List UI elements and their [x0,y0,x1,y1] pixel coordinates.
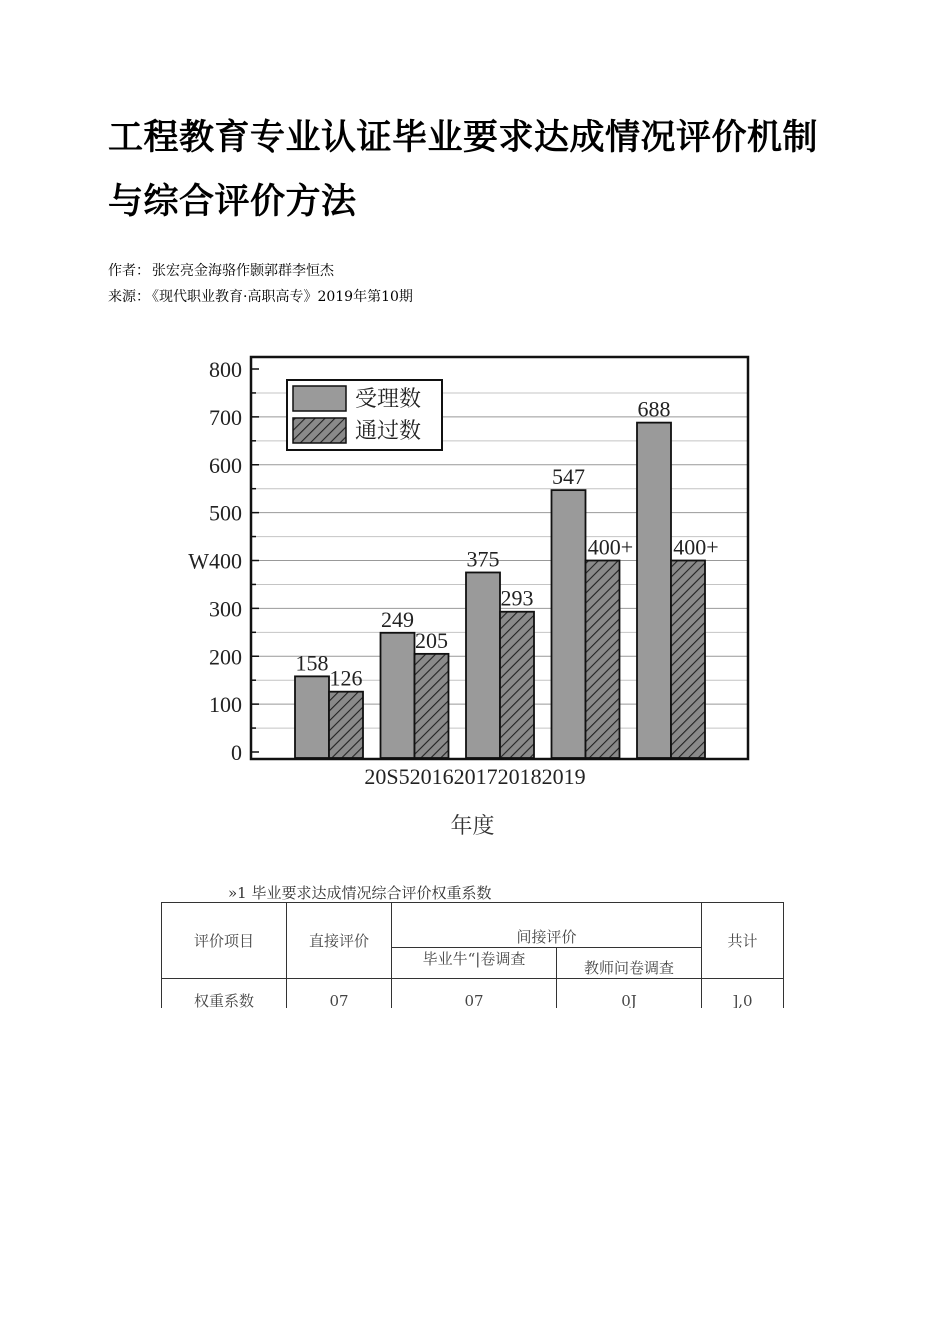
y-tick-label: 700 [209,404,242,430]
cell-total: ],0 [702,979,784,1009]
legend-label-accepted: 受理数 [355,387,422,412]
cell-teacher: 0J [557,979,702,1009]
y-tick-label: 500 [209,500,242,526]
bar-accepted [466,572,500,758]
y-tick-label: W400 [188,548,242,574]
bar-chart [150,345,760,765]
legend-label-passed: 通过数 [355,419,422,444]
bar-accepted [381,633,415,758]
bar-value-label: 547 [552,464,585,490]
legend-swatch-accepted [293,386,346,411]
bar-value-label: 400+ [587,534,634,560]
bar-value-label: 293 [500,585,534,611]
author-names: 张宏亮金海骆作颢郭群李恒杰 [152,263,334,279]
table-caption: »1 毕业要求达成情况综合评价权重系数 [228,884,492,902]
bar-passed [329,692,363,758]
y-tick-label: 0 [231,740,242,765]
article-title: 工程教育专业认证毕业要求达成情况评价机制与综合评价方法 [108,118,819,222]
bar-value-label: 249 [381,606,414,632]
bar-passed [415,654,449,758]
cell-student: 07 [392,979,557,1009]
bar-value-label: 375 [466,546,500,572]
header-sub-student: 毕业牛“|卷调查 [392,948,557,979]
cell-direct: 07 [287,979,392,1009]
header-total: 共计 [702,903,784,979]
bar-value-label: 158 [295,650,329,676]
y-tick-label: 300 [209,596,242,622]
y-tick-label: 800 [209,357,242,382]
bar-accepted [552,490,586,758]
bar-accepted [637,423,671,758]
bar-value-label: 400+ [673,534,719,560]
header-item: 评价项目 [162,903,287,979]
bar-passed [586,561,620,759]
x-tick-labels: 20S52016201720182019 [364,764,586,789]
weight-table [161,902,784,1008]
bar-accepted [295,676,329,758]
source-label: 来源： [108,289,150,305]
bar-value-label: 688 [637,396,671,422]
x-axis-title: 年度 [450,814,495,839]
bar-value-label: 126 [329,665,363,691]
bar-passed [500,612,534,758]
header-direct: 直接评价 [287,903,392,979]
header-sub-teacher: 教师问卷调查 [557,948,702,979]
header-indirect: 间接评价 [392,903,702,948]
row-label: 权重系数 [162,979,287,1009]
y-tick-label: 600 [209,452,242,478]
source-text: 《现代职业教育·高职高专》2019年第10期 [152,289,413,305]
y-tick-label: 200 [209,644,242,670]
source-line [108,286,413,306]
legend-swatch-passed [293,418,346,443]
bar-passed [671,561,705,759]
y-tick-label: 100 [209,692,242,718]
author-line [108,260,334,280]
bar-value-label: 205 [415,627,448,653]
weight-table-wrapper [161,902,784,1008]
author-label: 作者： [108,263,150,279]
